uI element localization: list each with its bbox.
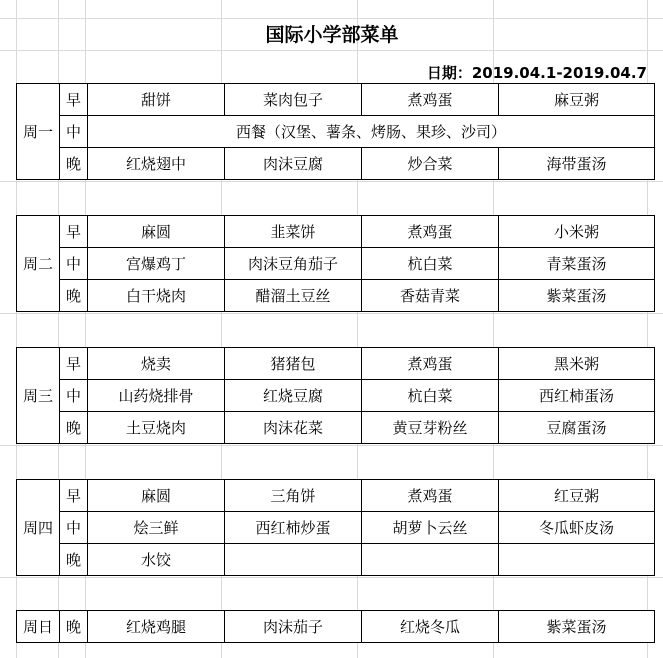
dish-cell: 香菇青菜 [362, 280, 499, 312]
dish-cell: 肉沫豆腐 [225, 148, 362, 180]
dish-cell: 红烧鸡腿 [88, 611, 225, 643]
table-row [17, 611, 655, 643]
meal-label: 中 [60, 512, 88, 544]
gridline [0, 313, 663, 314]
gridline [0, 18, 663, 19]
dish-cell: 胡萝卜云丝 [362, 512, 499, 544]
table-row [17, 148, 655, 180]
meal-label: 晚 [60, 544, 88, 576]
meal-label: 中 [60, 248, 88, 280]
day-label: 周日 [17, 611, 60, 643]
dish-cell: 黑米粥 [499, 348, 655, 380]
dish-cell: 煮鸡蛋 [362, 348, 499, 380]
meal-label: 中 [60, 380, 88, 412]
dish-cell: 烩三鲜 [88, 512, 225, 544]
dish-cell: 杭白菜 [362, 380, 499, 412]
dish-cell: 麻豆粥 [499, 84, 655, 116]
menu-title: 国际小学部菜单 [265, 24, 399, 46]
meal-label: 晚 [60, 148, 88, 180]
dish-cell: 紫菜蛋汤 [499, 280, 655, 312]
meal-label: 早 [60, 216, 88, 248]
dish-cell: 甜饼 [88, 84, 225, 116]
dish-cell: 肉沫茄子 [225, 611, 362, 643]
dish-cell: 猪猪包 [225, 348, 362, 380]
table-row [17, 116, 655, 148]
dish-cell: 宫爆鸡丁 [88, 248, 225, 280]
empty-cell [499, 544, 655, 576]
date-range: 日期：2019.04.1-2019.04.7 [426, 64, 647, 82]
day-label: 周一 [17, 84, 60, 180]
table-row [17, 480, 655, 512]
gridline [0, 181, 663, 182]
dish-cell: 三角饼 [225, 480, 362, 512]
dish-cell: 煮鸡蛋 [362, 84, 499, 116]
day-table-wed [16, 347, 655, 444]
table-row [17, 84, 655, 116]
meal-label: 晚 [60, 280, 88, 312]
dish-cell: 菜肉包子 [225, 84, 362, 116]
meal-label: 早 [60, 84, 88, 116]
dish-cell: 青菜蛋汤 [499, 248, 655, 280]
empty-cell [362, 544, 499, 576]
meal-label: 中 [60, 116, 88, 148]
dish-cell: 韭菜饼 [225, 216, 362, 248]
dish-cell: 海带蛋汤 [499, 148, 655, 180]
table-row [17, 280, 655, 312]
dish-cell: 水饺 [88, 544, 225, 576]
dish-cell: 红烧冬瓜 [362, 611, 499, 643]
gridline [0, 577, 663, 578]
dish-cell: 小米粥 [499, 216, 655, 248]
dish-cell: 红烧翅中 [88, 148, 225, 180]
empty-cell [225, 544, 362, 576]
dish-cell: 土豆烧肉 [88, 412, 225, 444]
dish-cell: 醋溜土豆丝 [225, 280, 362, 312]
merged-dish-cell: 西餐（汉堡、薯条、烤肠、果珍、沙司） [88, 116, 655, 148]
day-table-tue [16, 215, 655, 312]
table-row [17, 380, 655, 412]
meal-label: 晚 [60, 611, 88, 643]
dish-cell: 紫菜蛋汤 [499, 611, 655, 643]
dish-cell: 肉沫花菜 [225, 412, 362, 444]
table-row [17, 248, 655, 280]
table-row [17, 544, 655, 576]
day-table-thu [16, 479, 655, 576]
meal-label: 早 [60, 348, 88, 380]
dish-cell: 黄豆芽粉丝 [362, 412, 499, 444]
day-label: 周三 [17, 348, 60, 444]
day-table-mon [16, 83, 655, 180]
dish-cell: 西红柿蛋汤 [499, 380, 655, 412]
dish-cell: 红烧豆腐 [225, 380, 362, 412]
dish-cell: 麻圆 [88, 480, 225, 512]
dish-cell: 冬瓜虾皮汤 [499, 512, 655, 544]
gridline [0, 50, 663, 51]
dish-cell: 肉沫豆角茄子 [225, 248, 362, 280]
day-label: 周四 [17, 480, 60, 576]
table-row [17, 348, 655, 380]
meal-label: 早 [60, 480, 88, 512]
dish-cell: 豆腐蛋汤 [499, 412, 655, 444]
gridline [0, 445, 663, 446]
table-row [17, 512, 655, 544]
dish-cell: 红豆粥 [499, 480, 655, 512]
dish-cell: 煮鸡蛋 [362, 216, 499, 248]
meal-label: 晚 [60, 412, 88, 444]
dish-cell: 白干烧肉 [88, 280, 225, 312]
dish-cell: 煮鸡蛋 [362, 480, 499, 512]
dish-cell: 山药烧排骨 [88, 380, 225, 412]
dish-cell: 炒合菜 [362, 148, 499, 180]
day-table-sun [16, 610, 655, 643]
dish-cell: 烧卖 [88, 348, 225, 380]
dish-cell: 麻圆 [88, 216, 225, 248]
table-row [17, 412, 655, 444]
dish-cell: 杭白菜 [362, 248, 499, 280]
table-row [17, 216, 655, 248]
day-label: 周二 [17, 216, 60, 312]
dish-cell: 西红柿炒蛋 [225, 512, 362, 544]
